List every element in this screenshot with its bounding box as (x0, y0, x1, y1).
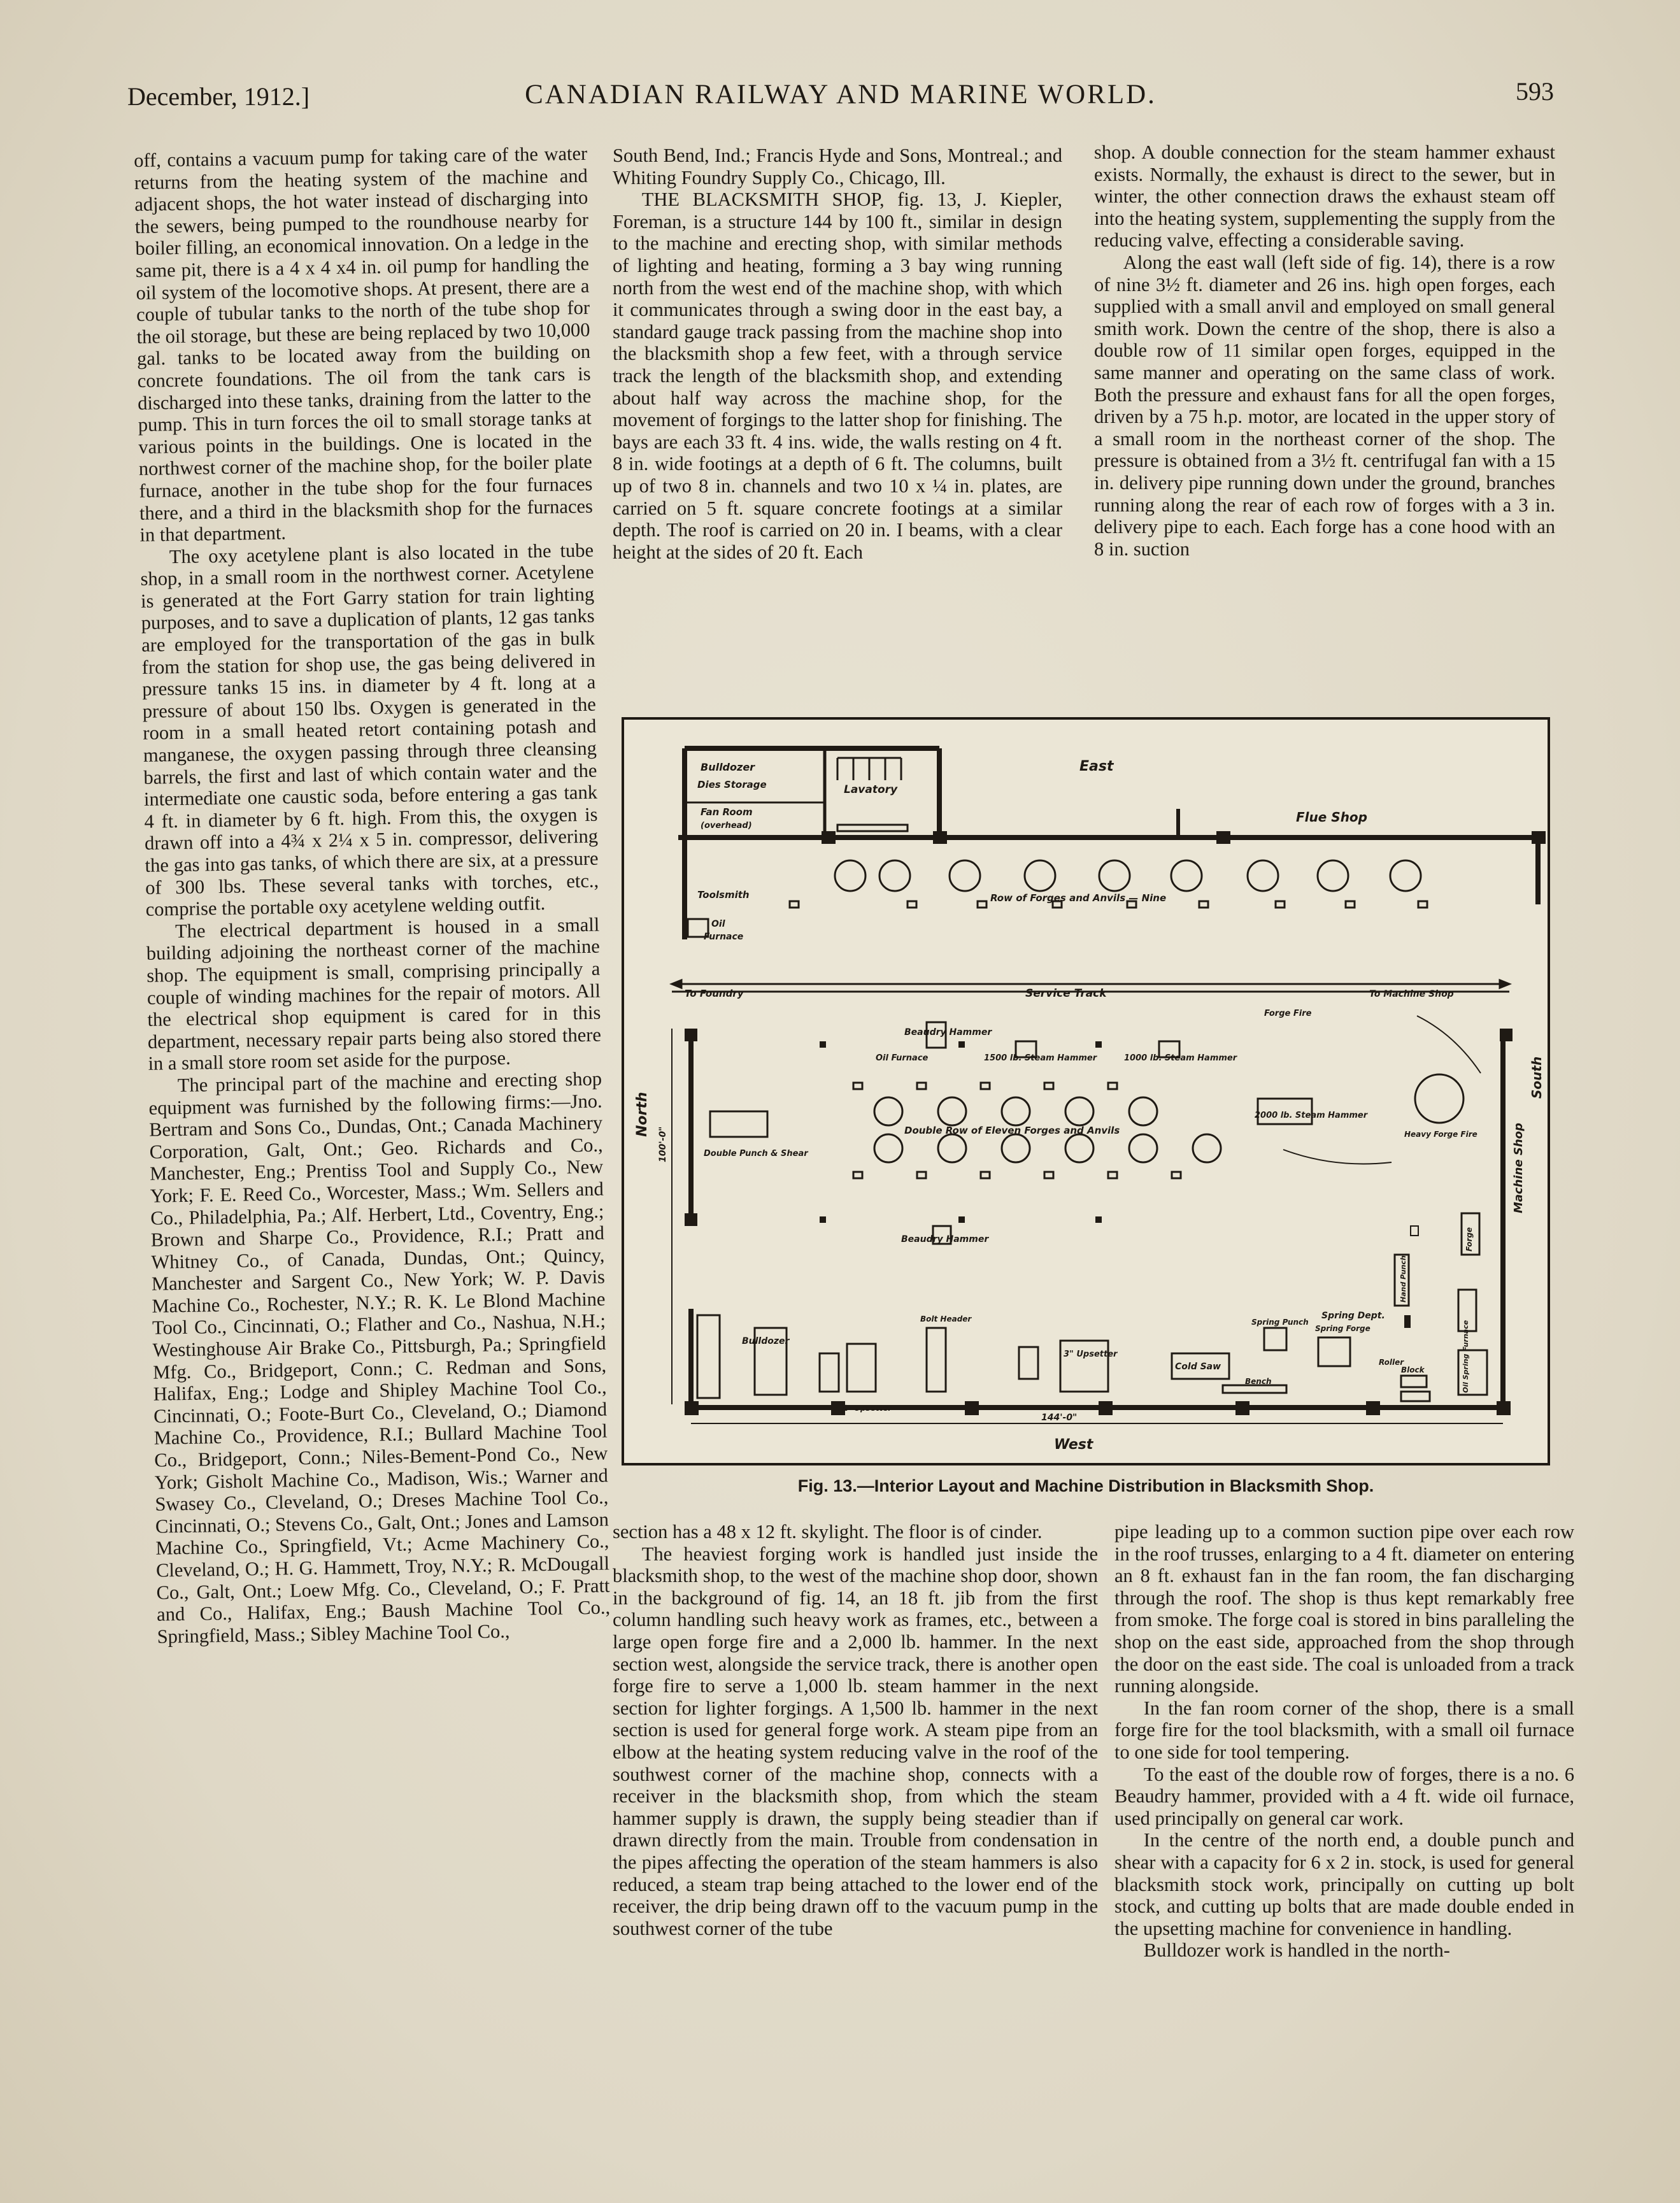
paragraph: The oxy acetylene plant is also located in the tube shop, in a small room in the northwest corner. Acetylene is generated at the Fort Garry station for train lighting purposes, and to save a duplication of plants, 12 gas tanks are employed for the transportation of the gas in bulk from the station for shop use, the gas being delivered in pressure tanks 15 ins. in diameter by 4 ft. long at a pressure of about 150 lbs. Oxygen is generated in the room in a small heated retort containing potash and manganese, the oxygen passing through three cleansing barrels, the first and last of which contain water and the intermediate one caustic soda, before entering a gas tank 4 ft. in diameter by 6 ft. high. From this, the oxygen is drawn off into a 4¾ x 2¼ x 5 in. compressor, delivering the gas into gas tanks, of which there are six, at a pressure of 300 lbs. These several tanks with torches, etc., comprise the portable oxy acetylene welding outfit. (140, 539, 599, 921)
label-hand-punch: Hand Punch (1399, 1255, 1407, 1302)
label-oil-spring-furnace: Oil Spring Furnace (1462, 1320, 1470, 1393)
label-bulldozer: Bulldozer (742, 1336, 790, 1346)
label-heavy-forge-fire: Heavy Forge Fire (1404, 1130, 1477, 1139)
paragraph: The principal part of the machine and erecting shop equipment was furnished by the following firms:—Jno. Bertram and Sons Co., Dundas, Ont.; Canada Machinery Corporation, Galt, Ont.; Geo. Richards and Co., Manchester, Eng.; Prentiss Tool and Supply Co., New York; F. E. Reed Co., Worcester, Mass.; Wm. Sellers and Co., Philadelphia, Pa.; Alf. Herbert, Ltd., Coventry, Eng.; Brown and Sharpe Co., Providence, R.I.; Pratt and Whitney Co., of Canada, Dundas, Ont.; Quincy, Manchester and Sargent Co., New York; W. P. Davis Machine Co., Rochester, N.Y.; R. K. Le Blond Machine Tool Co., Cincinnati, O.; Flather and Co., Nashua, N.H.; Westinghouse Air Brake Co., Pittsburgh, Pa.; Springfield Mfg. Co., Bridgeport, Conn.; C. Redman and Sons, Halifax, Eng.; Lodge and Shipley Machine Tool Co., Cincinnati, O.; Foote-Burt Co., Cleveland, O.; Diamond Machine Co., Providence, R.I.; Bullard Machine Tool Co., Bridgeport, Conn.; Niles-Bement-Pond Co., New York; Gisholt Machine Co., Madison, Wis.; Warner and Swasey Co., Cleveland, O.; Dreses Machine Tool Co., Cincinnati, O.; Stevens Co., Galt, Ont.; Jones and Lamson Machine Co., Springfield, Vt.; Acme Machinery Co., Cleveland, O.; H. G. Hammett, Troy, N.Y.; R. McDougall Co., Galt, Ont.; Loew Mfg. Co., Cleveland, O.; F. Pratt and Co., Halifax, Eng.; Baush Machine Tool Co., Springfield, Mass.; Sibley Machine Tool Co., (148, 1067, 611, 1648)
label-upsetter-1-5: 1½" Upsetter (834, 1404, 892, 1413)
issue-date: December, 1912.] (127, 82, 310, 111)
page-header (127, 76, 1554, 127)
label-furnace: Furnace (704, 932, 744, 942)
label-fan-room: Fan Room (701, 806, 753, 818)
label-block: Block (1401, 1365, 1425, 1374)
paragraph: pipe leading up to a common suction pipe over each row in the roof trusses, enlarging to a 4 ft. diameter on entering an 8 ft. exhaust fan in the fan room, the fan discharging through the roof. The shop is thus kept remarkably free from smoke. The forge coal is stored in bins paralleling the shop on the east side, approached from the shop through the door on the east side. The coal is unloaded from a track running alongside. (1114, 1521, 1574, 1697)
paragraph: section has a 48 x 12 ft. skylight. The floor is of cinder. (613, 1521, 1043, 1543)
label-to-machine-shop: To Machine Shop (1369, 989, 1454, 999)
label-north: North (634, 1092, 650, 1137)
paragraph: shop. A double connection for the steam hammer exhaust exists. Normally, the exhaust is direct to the sewer, but in winter, the other connection draws the exhaust steam off into the heating system, supplementing the supply from the reducing valve, effecting a considerable saving. (1094, 141, 1555, 252)
column-middle-bottom (613, 1521, 1098, 1939)
paragraph: off, contains a vacuum pump for taking care of the water returns from the heating system of the machine and adjacent shops, the hot water instead of discharging into the sewers, being pumped to the roundhouse nearby for boiler filling, an economical innovation. On a ledge in the same pit, there is a 4 x 4 x4 in. oil pump for handling the oil system of the locomotive shops. At present, there are a couple of tubular tanks to the north of the tube shop for the oil storage, but these are being replaced by two 10,000 gal. tanks to be located away from the building on concrete foundations. The oil from the tank cars is discharged into these tanks, draining from the latter to the pump. This in turn forces the oil to small storage tanks at various points in the buildings. One is located in the northwest corner of the machine shop, for the boiler plate furnace, another in the tube shop for the four furnaces there, and a third in the blacksmith shop for the furnaces in that department. (134, 142, 594, 546)
label-dim-100: 100'-0" (658, 1126, 668, 1162)
label-row-forges: Row of Forges and Anvils — Nine (990, 892, 1167, 904)
label-service-track: Service Track (1025, 987, 1107, 1000)
column-middle-top (613, 145, 1062, 563)
label-east: East (1079, 759, 1114, 774)
label-double-row: Double Row of Eleven Forges and Anvils (904, 1125, 1120, 1136)
label-oil-furnace-mid: Oil Furnace (876, 1053, 929, 1063)
label-forge: Forge (1465, 1227, 1474, 1251)
label-lavatory: Lavatory (844, 783, 898, 796)
paragraph: The heaviest forging work is handled just inside the blacksmith shop, to the west of the machine shop door, shown in the background of fig. 14, an 18 ft. jib from the first column handling such heavy work as frames, etc., between a large open forge fire and a 2,000 lb. hammer. In the next section west, alongside the service track, there is another open forge fire to serve a 1,000 lb. steam hammer in the next section for lighter forgings. A 1,500 lb. hammer in the next section is used for general forge work. A steam pipe from an elbow at the heating system reducing valve in the roof of the southwest corner of the machine shop, connects with a receiver in the blacksmith shop, from which the steam hammer supply is drawn, the supply being steadier than if drawn directly from the main. Trouble from condensation in the pipes affecting the operation of the steam hammers is also reduced, a steam trap being attached to the lower end of the receiver, the drip being drawn off to the vacuum pump in the southwest corner of the tube (613, 1543, 1098, 1939)
blacksmith-shop-layout-figure (621, 717, 1551, 1466)
label-bolt-header: Bolt Header (920, 1315, 972, 1323)
paragraph: In the centre of the north end, a double punch and shear with a capacity for 6 x 2 in. stock, is used for general blacksmith stock work, principally on cutting up bolt stock, and cutting up bolts that are made double ended in the upsetting machine for convenience in handling. (1114, 1829, 1574, 1939)
page-number: 593 (1516, 77, 1554, 106)
label-spring-forge: Spring Forge (1315, 1324, 1370, 1333)
paragraph: Along the east wall (left side of fig. 14), there is a row of nine 3½ ft. diameter and 26 ins. high open forges, each supplied with a small anvil and employed on small general smith work. Down the centre of the shop, there is also a double row of 11 similar open forges, equipped in the same manner and operating on the same class of work. Both the pressure and exhaust fans for all the open forges, driven by a 75 h.p. motor, are located in the upper story of a small room in the northeast corner of the shop. The pressure is obtained from a 3½ ft. centrifugal fan with a 15 in. delivery pipe running down under the ground, branches running along the rear of each row of forges with a 3 in. delivery pipe to each. Each forge has a cone hood with an 8 in. suction (1094, 251, 1555, 560)
label-oil: Oil (711, 919, 725, 929)
publication-title: CANADIAN RAILWAY AND MARINE WORLD. (525, 80, 1157, 110)
label-double-punch: Double Punch & Shear (704, 1149, 808, 1159)
label-spring-punch: Spring Punch (1251, 1318, 1309, 1327)
paragraph: THE BLACKSMITH SHOP, fig. 13, J. Kiepler, Foreman, is a structure 144 by 100 ft., similar in design to the machine and erecting shop, with similar methods of lighting and heating, forming a 3 bay wing running north from the west end of the machine shop, with which it communicates through a swing door in the east bay, a standard gauge track passing from the machine shop into the blacksmith shop a few feet, with a through service track the length of the blacksmith shop, and extending about half way across the machine shop, for the movement of forgings to the latter shop for finishing. The bays are each 33 ft. 4 ins. wide, the walls resting on 4 ft. 8 in. wide footings at a depth of 6 ft. The columns, built up of two 8 in. channels and two 10 x ¼ in. plates, are carried on 5 ft. square concrete footings at a similar depth. The roof is carried on 20 in. I beams, with a clear height at the sides of 20 ft. Each (613, 189, 1062, 563)
paragraph: To the east of the double row of forges, there is a no. 6 Beaudry hammer, provided with a 4 ft. wide oil furnace, used principally on general car work. (1114, 1763, 1574, 1829)
spring-dept-marker (1404, 1315, 1411, 1328)
label-upsetter-3: 3" Upsetter (1064, 1350, 1118, 1359)
label-beaudry-hammer-bottom: Beaudry Hammer (901, 1234, 989, 1244)
label-bench: Bench (1245, 1377, 1272, 1386)
label-toolsmith: Toolsmith (697, 889, 750, 901)
label-spring-dept: Spring Dept. (1321, 1311, 1385, 1321)
floor-plan-diagram (621, 717, 1551, 1466)
column-left (134, 143, 611, 1648)
label-flue-shop: Flue Shop (1296, 809, 1367, 825)
label-dim-144: 144'-0" (1041, 1413, 1078, 1423)
label-west: West (1054, 1437, 1093, 1453)
label-bulldozer-dies: Bulldozer (701, 761, 755, 773)
paragraph: South Bend, Ind.; Francis Hyde and Sons, Montreal.; and Whiting Foundry Supply Co., Chicago, Ill. (613, 145, 1062, 189)
label-beaudry-hammer-top: Beaudry Hammer (904, 1027, 992, 1037)
label-hammer-2000: 2000 lb. Steam Hammer (1255, 1111, 1368, 1120)
column-right-top (1094, 141, 1555, 560)
label-to-foundry: To Foundry (685, 988, 744, 999)
label-machine-shop: Machine Shop (1512, 1122, 1525, 1213)
label-hammer-1000: 1000 lb. Steam Hammer (1124, 1053, 1237, 1063)
label-south: South (1529, 1056, 1544, 1099)
figure-caption: Fig. 13.—Interior Layout and Machine Distribution in Blacksmith Shop. (797, 1476, 1374, 1495)
label-cold-saw: Cold Saw (1175, 1362, 1221, 1372)
paragraph: The electrical department is housed in a small building adjoining the northeast corner of the machine shop. The equipment is small, comprising principally a couple of winding machines for the repair of motors. All the electrical shop equipment is cared for in this department, necessary repair parts being also stored there in a small store room set aside for the purpose. (146, 913, 602, 1075)
paragraph: Bulldozer work is handled in the north- (1143, 1939, 1450, 1962)
label-hammer-1500: 1500 lb. Steam Hammer (984, 1053, 1097, 1063)
label-roller: Roller (1379, 1358, 1404, 1367)
label-overhead: (overhead) (701, 821, 752, 831)
column-right-bottom (1114, 1521, 1574, 1962)
label-dies-storage: Dies Storage (697, 779, 767, 790)
label-forge-fire: Forge Fire (1264, 1009, 1312, 1018)
paragraph: In the fan room corner of the shop, there is a small forge fire for the tool blacksmith, with a small oil furnace to one side for tool tempering. (1114, 1697, 1574, 1763)
